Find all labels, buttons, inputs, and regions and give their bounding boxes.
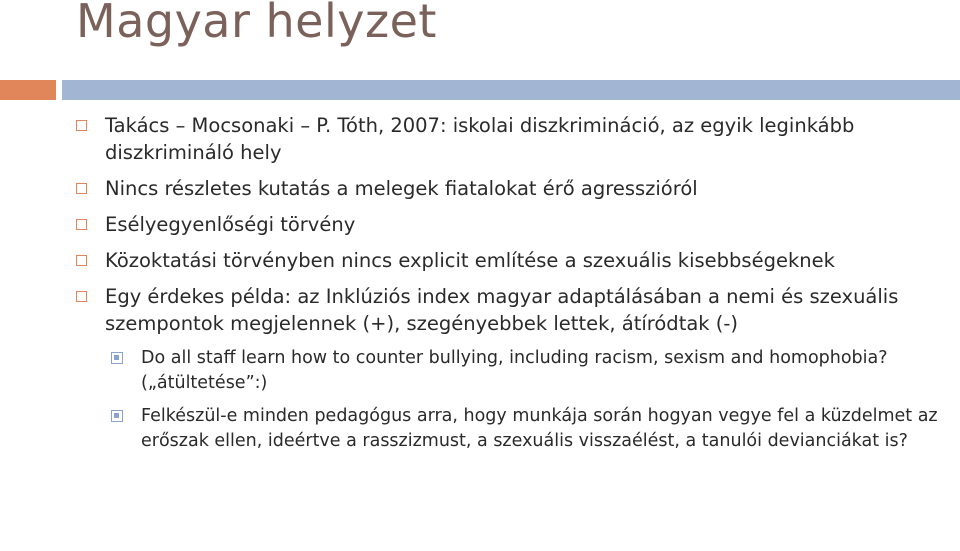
square-bullet-icon [76,255,87,266]
bullet-item [76,175,946,202]
bullet-text: Nincs részletes kutatás a melegek fiatalokat érő agresszióról [105,177,698,200]
header-bar [62,80,960,100]
sub-bullet-item [111,404,946,453]
filled-square-bullet-icon [111,352,123,364]
sub-bullet-item [111,346,946,395]
sub-bullet-text: Felkészül-e minden pedagógus arra, hogy munkája során hogyan vegye fel a küzdelmet az erőszak ellen, ideértve a rasszizmust, a szexuális visszaélést, a tanulói devianciákat is? [141,406,938,451]
square-bullet-icon [76,183,87,194]
sub-bullet-text: Do all staff learn how to counter bullying, including racism, sexism and homophobia? („átültetése”:) [141,348,888,393]
bullet-list [76,112,946,462]
square-bullet-icon [76,219,87,230]
filled-square-bullet-icon [111,410,123,422]
bullet-text: Egy érdekes példa: az Inklúziós index magyar adaptálásában a nemi és szexuális szempontok megjelennek (+), szegényebbek lettek, átíródtak (-) [105,285,899,335]
slide-title: Magyar helyzet [76,0,437,48]
bullet-text: Közoktatási törvényben nincs explicit említése a szexuális kisebbségeknek [105,249,835,272]
bullet-item [76,283,946,337]
accent-bar [0,80,56,100]
bullet-text: Esélyegyenlőségi törvény [105,213,356,236]
bullet-text: Takács – Mocsonaki – P. Tóth, 2007: iskolai diszkrimináció, az egyik leginkább diszkrimináló hely [105,114,855,164]
bullet-item [76,247,946,274]
square-bullet-icon [76,291,87,302]
bullet-item [76,211,946,238]
square-bullet-icon [76,120,87,131]
bullet-item [76,112,946,166]
